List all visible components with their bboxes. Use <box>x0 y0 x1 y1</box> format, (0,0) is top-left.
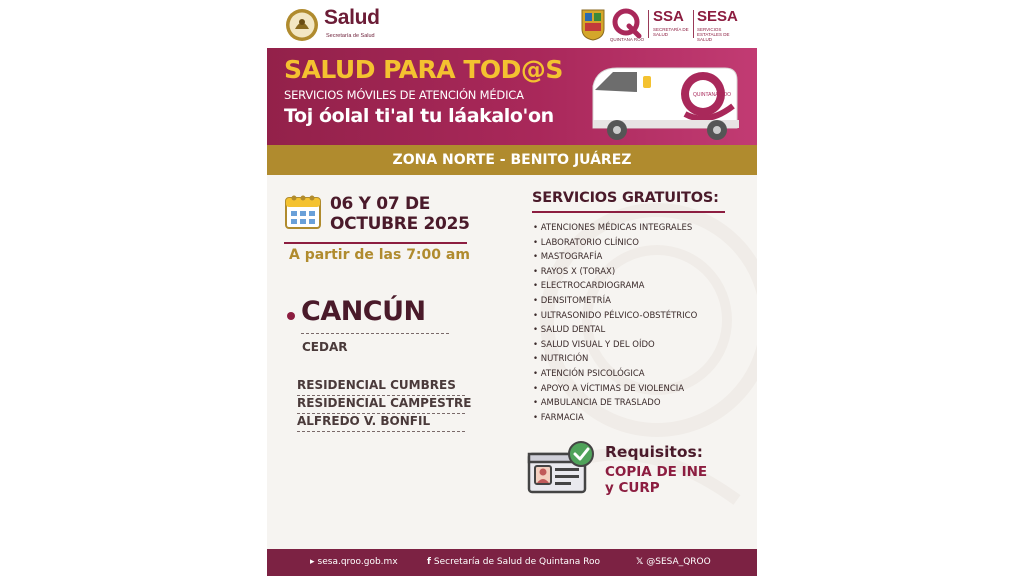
header-divider <box>648 10 649 38</box>
services-list <box>533 221 697 425</box>
service-item: • DENSITOMETRÍA <box>533 294 697 309</box>
id-card-icon <box>525 440 597 498</box>
dashed-divider <box>297 431 465 432</box>
event-date-line-1: 06 Y 07 DE <box>330 194 431 214</box>
service-item: • NUTRICIÓN <box>533 352 697 367</box>
sesa-logo: SESA <box>697 8 738 25</box>
facebook-icon: f <box>427 557 431 567</box>
start-time: A partir de las 7:00 am <box>289 247 470 263</box>
city-bullet <box>287 312 295 320</box>
services-divider <box>532 211 725 213</box>
campaign-tagline: Toj óolal ti'al tu láakalo'on <box>284 105 554 127</box>
header-divider <box>693 10 694 38</box>
requirements-title: Requisitos: <box>605 443 703 461</box>
top-header <box>267 0 757 48</box>
twitter-link[interactable]: @SESA_QROO <box>646 557 711 567</box>
footer <box>267 549 757 576</box>
salud-logo: Salud <box>324 6 380 29</box>
dashed-divider <box>301 333 449 334</box>
mobile-clinic-van-illustration <box>587 56 747 144</box>
service-item: • FARMACIA <box>533 411 697 426</box>
location-item: ALFREDO V. BONFIL <box>297 414 431 428</box>
q-logo-icon <box>612 8 642 38</box>
footer-facebook[interactable] <box>427 549 600 576</box>
campaign-banner <box>267 48 757 145</box>
service-item: • AMBULANCIA DE TRASLADO <box>533 396 697 411</box>
campaign-title: SALUD PARA TOD@S <box>284 55 563 84</box>
salud-logo-subtitle: Secretaría de Salud <box>326 33 375 39</box>
poster <box>267 0 757 576</box>
footer-twitter[interactable] <box>636 549 711 576</box>
footer-website[interactable] <box>310 549 398 576</box>
government-seal-icon <box>285 8 319 42</box>
ssa-logo: SSA <box>653 8 684 25</box>
service-item: • LABORATORIO CLÍNICO <box>533 236 697 251</box>
service-item: • RAYOS X (TORAX) <box>533 265 697 280</box>
requirement-line: y CURP <box>605 480 660 496</box>
service-item: • ELECTROCARDIOGRAMA <box>533 279 697 294</box>
event-date <box>330 194 470 234</box>
services-title: SERVICIOS GRATUITOS: <box>532 190 719 206</box>
van-logo-text: QUINTANA ROO <box>693 92 731 98</box>
location-item: CEDAR <box>302 340 348 354</box>
requirements-value <box>605 464 707 496</box>
service-item: • APOYO A VÍCTIMAS DE VIOLENCIA <box>533 382 697 397</box>
requirement-line: COPIA DE INE <box>605 464 708 480</box>
facebook-link[interactable]: Secretaría de Salud de Quintana Roo <box>433 557 600 567</box>
calendar-icon <box>284 192 322 230</box>
service-item: • SALUD DENTAL <box>533 323 697 338</box>
campaign-subtitle: SERVICIOS MÓVILES DE ATENCIÓN MÉDICA <box>284 88 524 102</box>
quintana-roo-shield-icon <box>581 9 605 41</box>
service-item: • ATENCIONES MÉDICAS INTEGRALES <box>533 221 697 236</box>
q-logo-subtitle: QUINTANA ROO <box>609 37 645 42</box>
city-name: CANCÚN <box>301 296 426 327</box>
sesa-logo-subtitle: SERVICIOS ESTATALES DE SALUD <box>697 27 730 42</box>
web-icon: ▸ <box>310 557 315 567</box>
service-item: • ATENCIÓN PSICOLÓGICA <box>533 367 697 382</box>
check-icon <box>569 442 593 466</box>
ssa-logo-subtitle: SECRETARÍA DE SALUD <box>653 27 689 37</box>
x-icon: 𝕏 <box>636 557 644 567</box>
location-item: RESIDENCIAL CUMBRES <box>297 378 456 392</box>
service-item: • SALUD VISUAL Y DEL OÍDO <box>533 338 697 353</box>
zone-bar: ZONA NORTE - BENITO JUÁREZ <box>267 145 757 175</box>
date-divider <box>284 242 467 244</box>
service-item: • MASTOGRAFÍA <box>533 250 697 265</box>
website-link[interactable]: sesa.qroo.gob.mx <box>317 557 398 567</box>
event-date-line-2: OCTUBRE 2025 <box>330 214 470 234</box>
service-item: • ULTRASONIDO PÉLVICO-OBSTÉTRICO <box>533 309 697 324</box>
location-item: RESIDENCIAL CAMPESTRE <box>297 396 472 410</box>
